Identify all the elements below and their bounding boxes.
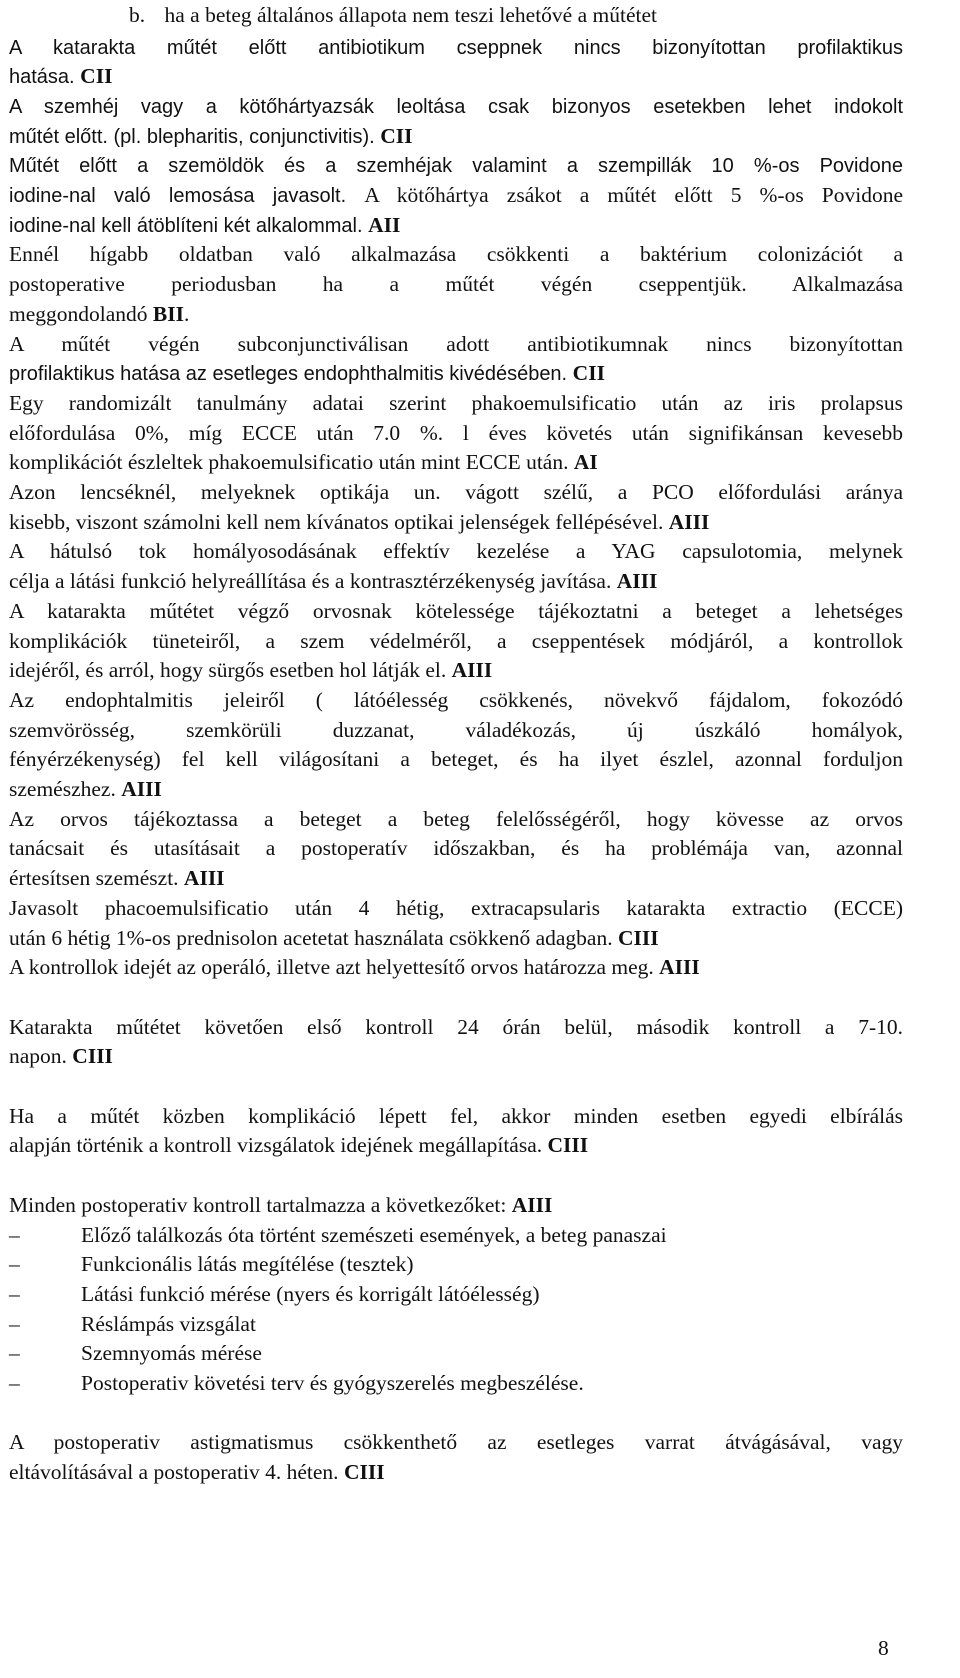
- list-item-text: Szemnyomás mérése: [81, 1341, 262, 1366]
- text-line: [9, 1101, 903, 1132]
- text-segment: után 6 hétig 1%-os prednisolon acetetat használata csökkenő adagban.: [9, 925, 618, 950]
- text-segment: Ennél hígabb oldatban való alkalmazása csökkenti a baktérium colonizációt a: [9, 242, 903, 267]
- text-segment: tanácsait és utasításait a postoperatív időszakban, és ha problémája van, azonnal: [9, 836, 903, 861]
- text-line: [9, 388, 903, 419]
- list-item-text: Postoperativ követési terv és gyógyszerelés megbeszélése.: [81, 1371, 584, 1395]
- text-segment: Minden postoperativ kontroll tartalmazza a következőket:: [9, 1192, 512, 1217]
- evidence-grade: AII: [368, 212, 401, 237]
- text-line: [9, 596, 903, 627]
- text-segment: A szemhéj vagy a kötőhártyazsák leoltása csak bizonyos esetekben lehet indokolt: [9, 95, 903, 118]
- text-segment: Katarakta műtétet követően első kontroll 24 órán belül, második kontroll a 7-10.: [9, 1014, 903, 1039]
- evidence-grade: AIII: [668, 509, 710, 534]
- text-line: [9, 239, 903, 270]
- list-item: [9, 1368, 903, 1399]
- text-line: [9, 1190, 903, 1221]
- evidence-grade: CIII: [72, 1044, 113, 1069]
- list-item-text: Funkcionális látás megítélése (tesztek): [81, 1252, 414, 1277]
- list-marker: b.: [129, 3, 146, 27]
- text-line: [9, 418, 903, 449]
- text-segment: alapján történik a kontroll vizsgálatok idejének megállapítása.: [9, 1133, 548, 1158]
- dash-bullet-icon: –: [9, 1371, 20, 1395]
- text-line: [9, 477, 903, 508]
- text-line: [9, 893, 903, 924]
- text-segment: komplikációk tüneteiről, a szem védelméről, a cseppentések módjáról, a kontrollok: [9, 628, 903, 653]
- text-line: [9, 358, 903, 389]
- text-segment: komplikációt észleltek phakoemulsificatio után mint ECCE után.: [9, 450, 574, 475]
- list-item-text: Látási funkció mérése (nyers és korrigált látóélesség): [81, 1281, 540, 1306]
- text-segment: Az endophtalmitis jeleiről ( látóélesség csökkenés, növekvő fájdalom, fokozódó: [9, 687, 903, 712]
- text-line: [9, 150, 903, 181]
- evidence-grade: AIII: [616, 569, 658, 594]
- list-item: [9, 1249, 903, 1280]
- text-line: [9, 952, 903, 983]
- list-item: [9, 1338, 903, 1369]
- text-line: [9, 982, 903, 1013]
- text-segment: szemvörösség, szemkörüli duzzanat, váladékozás, új úszkáló homályok,: [9, 717, 903, 742]
- text-segment: meggondolandó: [9, 301, 153, 326]
- text-line: [9, 91, 903, 122]
- text-segment: célja a látási funkció helyreállítása és a kontrasztérzékenység javítása.: [9, 569, 617, 594]
- evidence-grade: CII: [380, 123, 413, 148]
- evidence-grade: CIII: [617, 925, 659, 950]
- text-segment: A katarakta műtét előtt antibiotikum cseppnek nincs bizonyítottan profilaktikus: [9, 36, 903, 59]
- text-line: [9, 804, 903, 835]
- dash-bullet-icon: –: [9, 1341, 20, 1366]
- dash-bullet-icon: –: [9, 1311, 20, 1336]
- list-item-text: Réslámpás vizsgálat: [81, 1311, 256, 1336]
- list-item: [9, 1309, 903, 1340]
- text-line: [9, 1130, 903, 1161]
- text-line: [9, 626, 903, 657]
- text-line: [9, 1071, 903, 1102]
- text-segment: A kontrollok idejét az operáló, illetve azt helyettesítő orvos határozza meg.: [9, 955, 660, 980]
- text-segment: postoperative periodusban ha a műtét végén cseppentjük. Alkalmazása: [9, 272, 903, 297]
- evidence-grade: BII: [152, 301, 184, 326]
- text-line: [9, 923, 903, 954]
- text-segment: A postoperativ astigmatismus csökkenthető az esetleges varrat átvágásával, vagy: [9, 1430, 903, 1455]
- text-line: [9, 210, 903, 241]
- text-line: [9, 863, 903, 894]
- text-line: [9, 774, 903, 805]
- text-line: [9, 299, 903, 330]
- evidence-grade: CII: [80, 64, 113, 89]
- text-line: [9, 1427, 903, 1458]
- evidence-grade: AIII: [511, 1192, 553, 1217]
- text-segment: hatása.: [9, 66, 81, 89]
- text-line: [9, 833, 903, 864]
- text-segment: Az orvos tájékoztassa a beteget a beteg felelősségéről, hogy kövesse az orvos: [9, 806, 903, 831]
- text-segment: l éves követés után signifikánsan kevesebb: [462, 420, 903, 445]
- text-segment: Műtét előtt a szemöldök és a szemhéjak valamint a szempillák 10 %-os Povidone: [9, 155, 903, 178]
- text-line: [9, 685, 903, 716]
- text-line: [9, 32, 903, 63]
- text-line: [9, 655, 903, 686]
- evidence-grade: AIII: [183, 866, 225, 891]
- text-line: [9, 566, 903, 597]
- text-segment: A kötőhártya zsákot a műtét előtt 5 %-os Povidone: [364, 183, 903, 207]
- text-line: [9, 269, 903, 300]
- text-segment: A műtét végén subconjunctiválisan adott antibiotikumnak nincs bizonyítottan: [9, 331, 903, 356]
- heading-text: ha a beteg általános állapota nem teszi lehetővé a műtétet: [164, 3, 657, 27]
- dash-bullet-icon: –: [9, 1252, 20, 1277]
- dash-bullet-icon: –: [9, 1281, 20, 1306]
- text-line: [9, 715, 903, 746]
- text-line: [9, 447, 903, 478]
- text-segment: fényérzékenység) fel kell világosítani a beteget, és ha ilyet észlel, azonnal forduljon: [9, 747, 903, 772]
- evidence-grade: CII: [572, 361, 605, 386]
- text-segment: értesítsen szemészt.: [9, 866, 184, 891]
- text-segment: Egy randomizált tanulmány adatai szerint phakoemulsificatio után az iris prolapsus: [9, 390, 903, 415]
- list-item: [9, 1220, 903, 1251]
- list-item-text: Előző találkozás óta történt szemészeti események, a beteg panaszai: [81, 1222, 667, 1247]
- text-segment: napon.: [9, 1044, 73, 1069]
- list-item: [9, 1279, 903, 1310]
- text-line: [9, 61, 903, 92]
- evidence-grade: AIII: [121, 777, 162, 801]
- dash-bullet-icon: –: [9, 1222, 20, 1247]
- text-segment: eltávolításával a postoperativ 4. héten.: [9, 1460, 344, 1485]
- text-segment: iodine-nal való lemosása javasolt.: [9, 185, 365, 207]
- text-line: [9, 180, 903, 211]
- text-segment: iodine-nal kell átöblíteni két alkalommal.: [9, 214, 369, 237]
- text-segment: Javasolt phacoemulsificatio után 4 hétig, extracapsularis katarakta extractio (ECCE): [9, 895, 903, 920]
- evidence-grade: AI: [573, 450, 598, 475]
- evidence-grade: CIII: [547, 1133, 589, 1158]
- evidence-grade: AIII: [451, 658, 493, 683]
- text-line: [9, 1160, 903, 1191]
- text-segment: .: [184, 301, 190, 326]
- text-line: [9, 1457, 903, 1488]
- text-segment: profilaktikus hatása az esetleges endophthalmitis kivédésében.: [9, 363, 573, 386]
- page-number: 8: [878, 1636, 889, 1660]
- evidence-grade: CIII: [343, 1460, 385, 1485]
- text-segment: kisebb, viszont számolni kell nem kívánatos optikai jelenségek fellépésével.: [9, 509, 669, 534]
- evidence-grade: AIII: [659, 955, 700, 980]
- text-segment: A katarakta műtétet végző orvosnak kötelessége tájékoztatni a beteget a lehetséges: [9, 598, 903, 623]
- text-line: [9, 1012, 903, 1043]
- text-segment: Azon lencséknél, melyeknek optikája un. vágott szélű, a PCO előfordulási aránya: [9, 480, 903, 504]
- list-heading: [129, 0, 909, 31]
- text-segment: idejéről, és arról, hogy sürgős esetben hol látják el.: [9, 658, 452, 683]
- text-segment: előfordulása 0%, míg ECCE után 7.0 %.: [9, 420, 463, 445]
- text-segment: műtét előtt. (pl. blepharitis, conjunctivitis).: [9, 125, 381, 148]
- text-line: [9, 536, 903, 567]
- text-line: [9, 507, 903, 538]
- text-segment: Ha a műtét közben komplikáció lépett fel, akkor minden esetben egyedi elbírálás: [9, 1103, 903, 1128]
- text-segment: szemészhez.: [9, 777, 122, 801]
- text-line: [9, 121, 903, 152]
- text-line: [9, 1041, 903, 1072]
- text-line: [9, 744, 903, 775]
- text-segment: A hátulsó tok homályosodásának effektív kezelése a YAG capsulotomia, melynek: [9, 539, 903, 564]
- text-line: [9, 329, 903, 360]
